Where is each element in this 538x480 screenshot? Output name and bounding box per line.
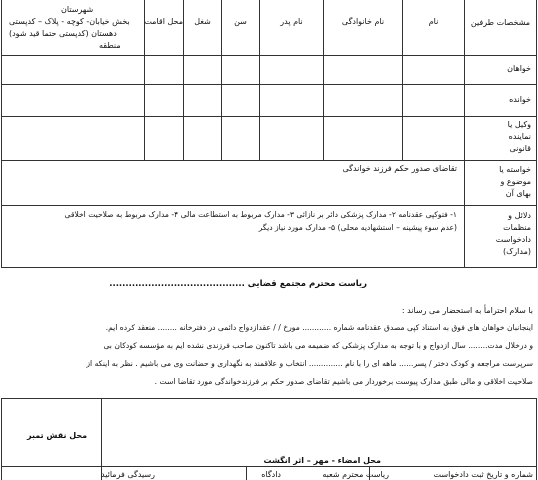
evidence-line-2: (عدم سوء پیشینه – استشهادیه محلی) ۵- مدارک مورد نیاز دیگر: [258, 223, 457, 232]
subject-value: تقاضای صدور حکم فرزند خواندگی: [342, 164, 457, 173]
header-residence: محل اقامت: [144, 17, 183, 26]
header-address-1: شهرستان: [61, 5, 94, 14]
stamp-area-label: محل نقش تمبر: [27, 431, 88, 440]
header-address-2: بخش خیابان- کوچه - پلاک – کدپستی: [9, 17, 130, 26]
subject-label-2: موضوع و: [500, 177, 531, 186]
row-label-lawyer-2: نماینده: [508, 132, 531, 141]
body-paragraph-2: و درخلال مدت........ سال ازدواج و با توجه به مدارک پزشکی که ضمیمه می باشد تاکنون صاحب فرزندی نشده ایم به مؤسسه کودکان بی: [103, 341, 533, 350]
header-job: شغل: [194, 17, 211, 26]
evidence-label-3: دادخواست: [495, 235, 531, 244]
bottom-cell-2: ریاست محترم شعبه: [322, 470, 389, 479]
row-label-lawyer-1: وکیل یا: [507, 120, 531, 129]
header-parties: مشخصات طرفین: [470, 18, 531, 27]
bottom-cell-1: شماره و تاریخ ثبت دادخواست: [433, 470, 533, 479]
signature-area-label: محل امضاء - مهر – اثر انگشت: [263, 456, 381, 465]
body-greeting: با سلام احترامأ به استحضار می رساند :: [401, 306, 533, 315]
row-label-lawyer-3: قانونی: [509, 144, 531, 153]
evidence-label-2: منظمات: [503, 223, 531, 232]
body-heading: ریاست محترم مجتمع قضایی ..........................................: [109, 279, 367, 289]
header-address-3: دهستان (کدپستی حتما قید شود): [9, 29, 117, 38]
bottom-cell-3: دادگاه: [261, 470, 281, 479]
header-father-name: نام پدر: [280, 17, 303, 26]
evidence-label-1: دلائل و: [508, 211, 531, 220]
header-age: سن: [234, 17, 247, 26]
evidence-line-1: ۱- فتوکپی عقدنامه ۲- مدارک پزشکی دائر بر نازائی ۳- مدارک مربوط به استطاعت مالی ۴- مدارک مربوط به صلاحیت اخلاقی: [64, 210, 457, 219]
row-label-defendant: خوانده: [509, 95, 531, 104]
bottom-cell-4: رسیدگی فرمائید: [101, 470, 155, 479]
subject-label-1: خواسته یا: [499, 165, 531, 174]
evidence-label-4: (مدارک): [503, 247, 531, 256]
header-address-4: منطقه: [99, 41, 121, 50]
header-last-name: نام خانوادگی: [341, 17, 385, 26]
body-paragraph-1: اینجانبان خواهان های فوق به استناد کپی مصدق عقدنامه شماره ............ مورخ / / عقدازدواج دائمی در دفترخانه ........ منعقد کرده ایم.: [105, 323, 533, 332]
row-label-plaintiff: خواهان: [507, 64, 531, 73]
subject-label-3: بهای آن: [505, 189, 531, 198]
petition-form: [1, 0, 537, 480]
body-paragraph-3: سرپرست مراجعه و کودک دختر / پسر...... ماهه ای را با نام .............. انتخاب و علاقمند به نگهداری و حضانت وی می باشیم . نظر به اینکه از: [86, 359, 533, 368]
body-paragraph-4: صلاحیت اخلاقی و مالی طبق مدارک پیوست برخوردار می باشیم تقاضای صدور حکم بر فرزندخواندگی مورد تقاضا است .: [154, 377, 533, 386]
header-first-name: نام: [428, 17, 439, 26]
